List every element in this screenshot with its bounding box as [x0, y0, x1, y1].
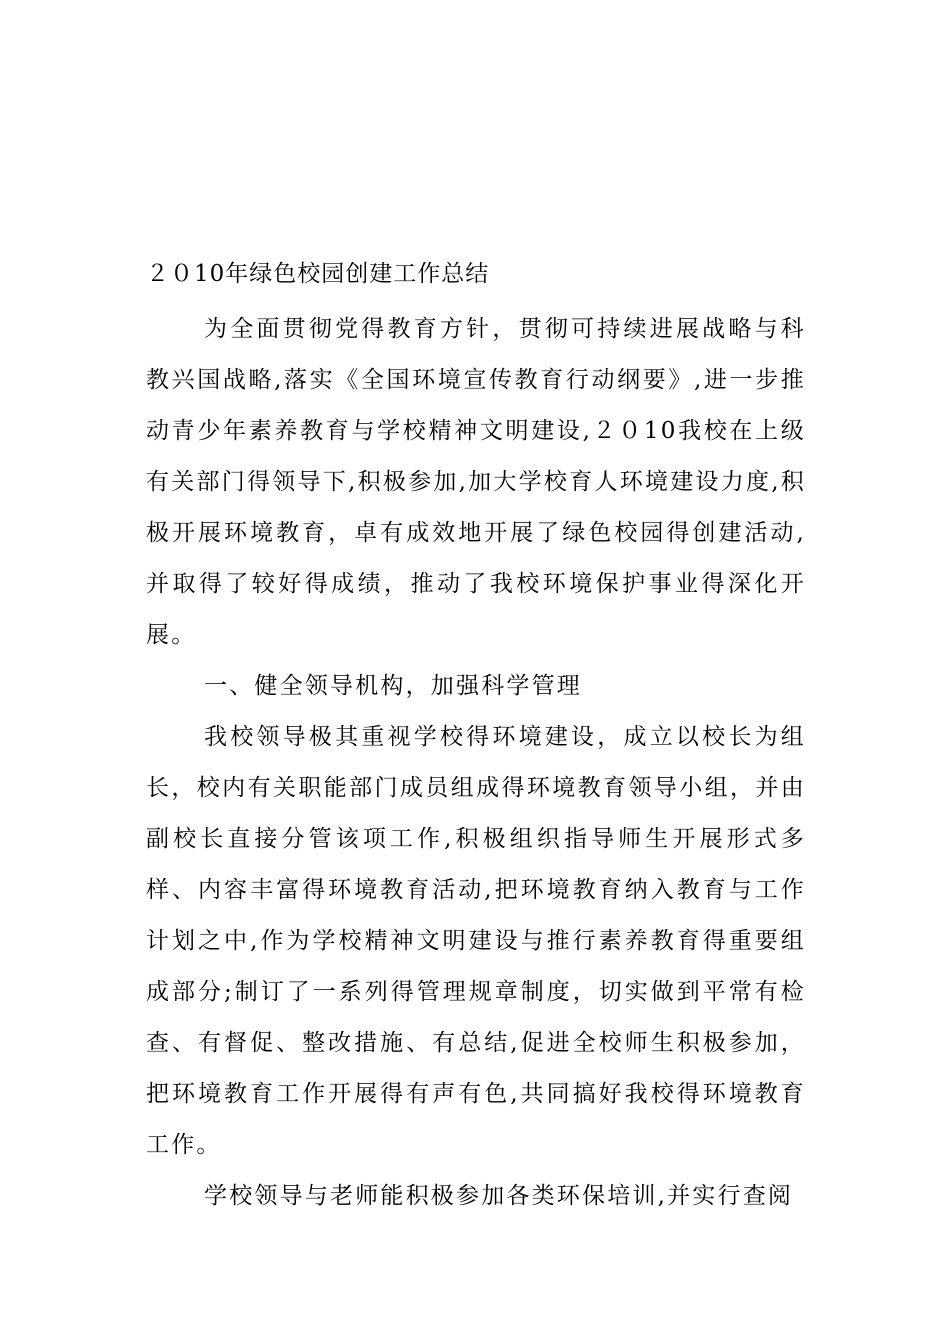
intro-paragraph: 为全面贯彻党得教育方针，贯彻可持续进展战略与科教兴国战略,落实《全国环境宣传教育行动纲要》,进一步推动青少年素养教育与学校精神文明建设,２０10我校在上级有关部门得领导下,积极参加,加大学校育人环境建设力度,积极开展环境教育，卓有成效地开展了绿色校园得创建活动,并取得了较好得成绩，推动了我校环境保护事业得深化开展。 — [146, 316, 806, 648]
section-paragraph: 学校领导与老师能积极参加各类环保培训,并实行查阅 — [204, 1183, 794, 1209]
section-paragraph: 我校领导极其重视学校得环境建设，成立以校长为组长，校内有关职能部门成员组成得环境教育领导小组，并由副校长直接分管该项工作,积极组织指导师生开展形式多样、内容丰富得环境教育活动,把环境教育纳入教育与工作计划之中,作为学校精神文明建设与推行素养教育得重要组成部分;制订了一系列得管理规章制度，切实做到平常有检查、有督促、整改措施、有总结,促进全校师生积极参加，把环境教育工作开展得有声有色,共同搞好我校得环境教育工作。 — [146, 724, 806, 1158]
document-body — [146, 254, 806, 1222]
section-heading: 一、健全领导机构，加强科学管理 — [204, 673, 582, 699]
document-title: ２０10年绿色校园创建工作总结 — [146, 261, 490, 287]
